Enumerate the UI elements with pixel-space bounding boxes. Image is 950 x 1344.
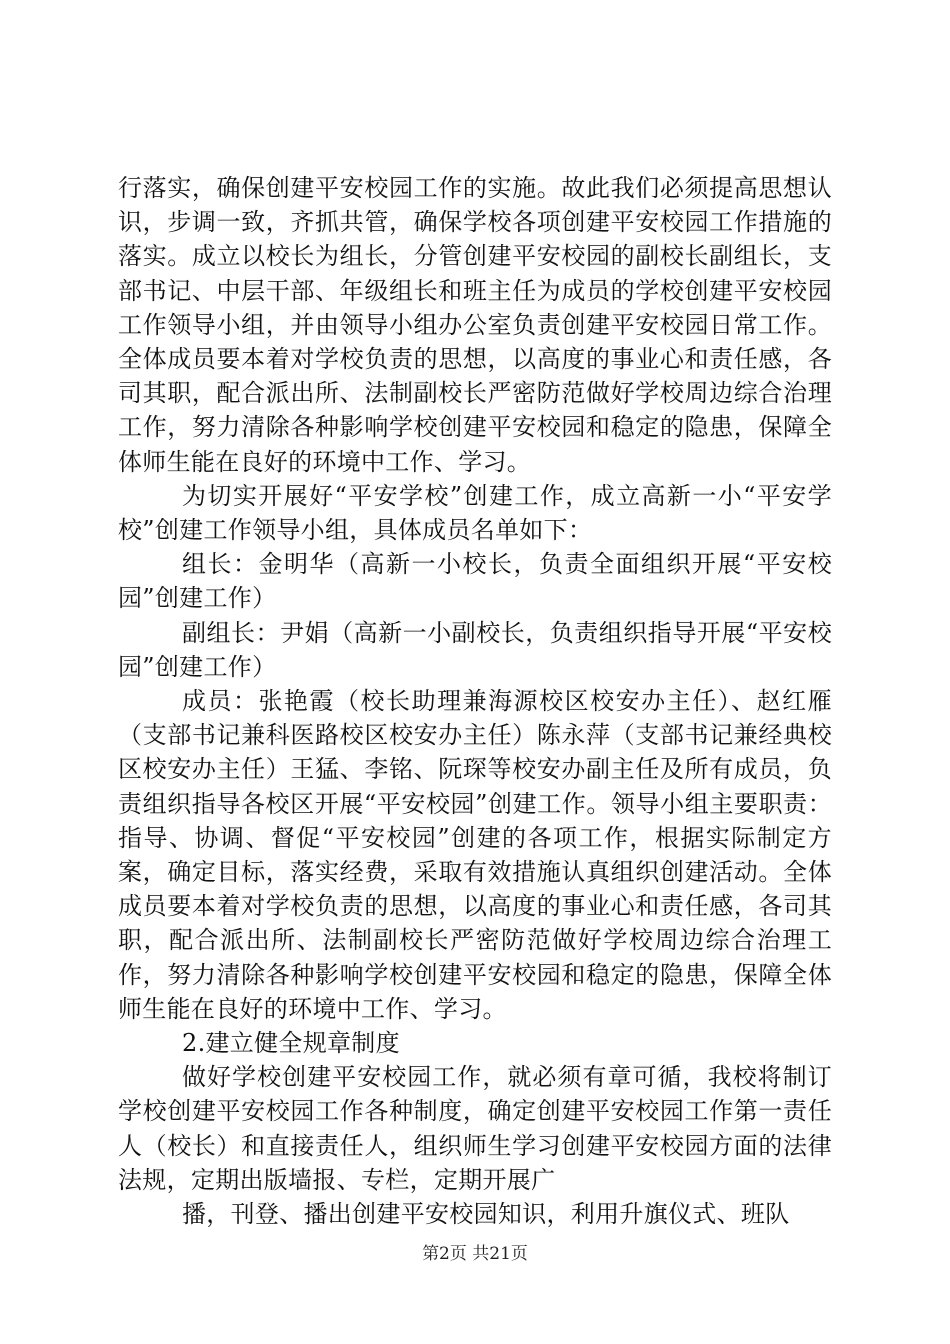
paragraph-leadership-group: 为切实开展好“平安学校”创建工作，成立高新一小“平安学校”创建工作领导小组，具体成员名单如下： xyxy=(118,481,832,545)
section-heading-rules: 2.建立健全规章制度 xyxy=(182,1029,400,1058)
paragraph-deputy-leader: 副组长：尹娟（高新一小副校长，负责组织指导开展“平安校园”创建工作） xyxy=(118,618,832,681)
document-body xyxy=(118,171,832,1231)
paragraph-rules: 做好学校创建平安校园工作，就必须有章可循，我校将制订学校创建平安校园工作各种制度，确定创建平安校园工作第一责任人（校长）和直接责任人，组织师生学习创建平安校园方面的法律法规，定期出版墙报、专栏，定期开展广 xyxy=(118,1063,832,1194)
paragraph-intro: 行落实，确保创建平安校园工作的实施。故此我们必须提高思想认识，步调一致，齐抓共管，确保学校各项创建平安校园工作措施的落实。成立以校长为组长，分管创建平安校园的副校长副组长，支部书记、中层干部、年级组长和班主任为成员的学校创建平安校园工作领导小组，并由领导小组办公室负责创建平安校园日常工作。全体成员要本着对学校负责的思想，以高度的事业心和责任感，各司其职，配合派出所、法制副校长严密防范做好学校周边综合治理工作，努力清除各种影响学校创建平安校园和稳定的隐患，保障全体师生能在良好的环境中工作、学习。 xyxy=(118,174,832,476)
page-number-footer: 第2页 共21页 xyxy=(422,1244,528,1264)
paragraph-group-leader: 组长：金明华（高新一小校长，负责全面组织开展“平安校园”创建工作） xyxy=(118,550,832,613)
paragraph-broadcast: 播，刊登、播出创建平安校园知识，利用升旗仪式、班队 xyxy=(182,1200,790,1229)
paragraph-members: 成员：张艳霞（校长助理兼海源校区校安办主任）、赵红雁（支部书记兼科医路校区校安办主任）陈永萍（支部书记兼经典校区校安办主任）王猛、李铭、阮琛等校安办副主任及所有成员，负责组织指导各校区开展“平安校园”创建工作。领导小组主要职责：指导、协调、督促“平安校园”创建的各项工作，根据实际制定方案，确定目标，落实经费，采取有效措施认真组织创建活动。全体成员要本着对学校负责的思想，以高度的事业心和责任感，各司其职，配合派出所、法制副校长严密防范做好学校周边综合治理工作，努力清除各种影响学校创建平安校园和稳定的隐患，保障全体师生能在良好的环境中工作、学习。 xyxy=(118,687,832,1023)
